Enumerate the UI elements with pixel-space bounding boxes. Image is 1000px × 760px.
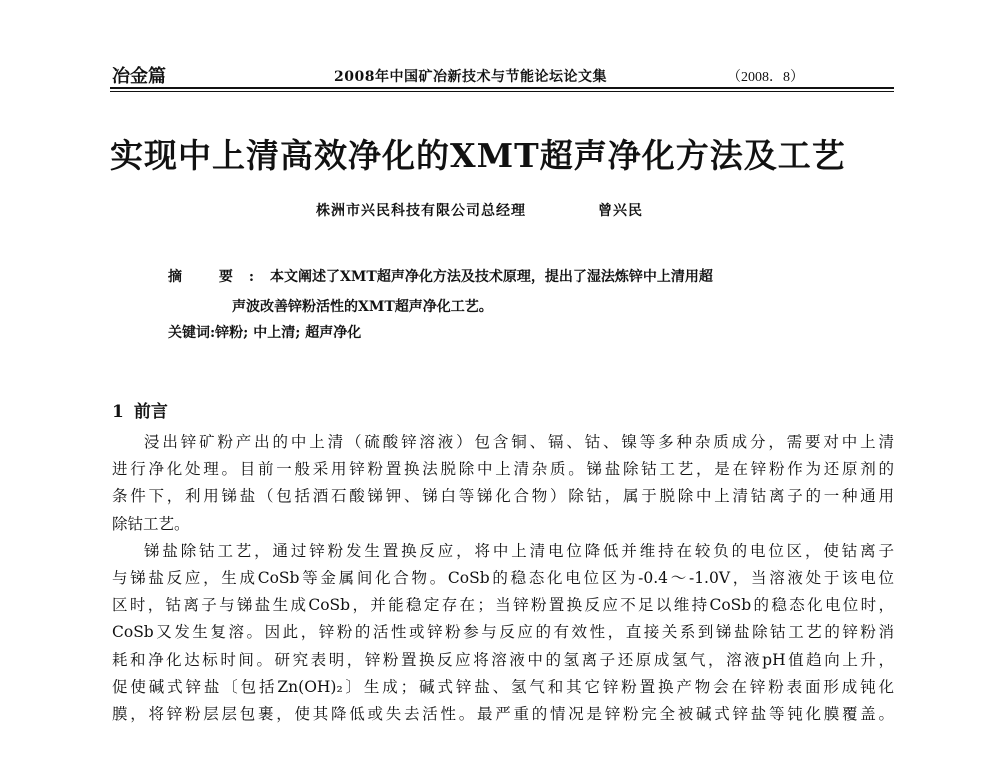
body-text xyxy=(112,429,894,728)
text-line: 除钴工艺。 xyxy=(112,514,190,533)
author-line xyxy=(316,200,643,220)
header-date: （2008．8） xyxy=(727,70,804,85)
keywords-label: 关键词: xyxy=(168,325,216,341)
header-section: 冶金篇 xyxy=(112,66,166,87)
abstract-line-2: 声波改善锌粉活性的XMT超声净化工艺。 xyxy=(232,299,493,315)
paragraph xyxy=(112,538,894,728)
keywords xyxy=(168,322,361,342)
abstract-label: 摘 要: xyxy=(168,269,271,285)
text-line: 促使碱式锌盐〔包括Zn(OH)₂〕生成；碱式锌盐、氢气和其它锌粉置换产物会在锌粉表面形成钝化 xyxy=(112,677,894,696)
text-line: 锑盐除钴工艺，通过锌粉发生置换反应，将中上清电位降低并维持在较负的电位区，使钴离子 xyxy=(144,541,894,560)
abstract xyxy=(168,262,808,322)
paragraph xyxy=(112,429,894,538)
text-line: 与锑盐反应，生成CoSb等金属间化合物。CoSb的稳态化电位区为-0.4～-1.0V，当溶液处于该电位 xyxy=(112,568,894,587)
header-rule-thick xyxy=(110,87,894,89)
text-line: 进行净化处理。目前一般采用锌粉置换法脱除中上清杂质。锑盐除钴工艺，是在锌粉作为还原剂的 xyxy=(112,460,894,479)
running-header xyxy=(112,56,894,90)
abstract-text-1: 本文阐述了XMT超声净化方法及技术原理，提出了湿法炼锌中上清用超 xyxy=(270,269,713,285)
section-number: 1 xyxy=(112,402,124,422)
abstract-line-1 xyxy=(168,262,808,292)
keywords-text: 锌粉; 中上清; 超声净化 xyxy=(215,325,362,341)
text-line: 区时，钴离子与锑盐生成CoSb，并能稳定存在；当锌粉置换反应不足以维持CoSb的稳态化电位时， xyxy=(112,596,894,615)
text-line: 膜，将锌粉层层包裹，使其降低或失去活性。最严重的情况是锌粉完全被碱式锌盐等钝化膜覆盖。 xyxy=(112,704,894,723)
section-title: 前言 xyxy=(133,402,168,422)
author-affiliation: 株洲市兴民科技有限公司总经理 xyxy=(316,203,526,219)
text-line: 浸出锌矿粉产出的中上清（硫酸锌溶液）包含铜、镉、钴、镍等多种杂质成分，需要对中上清 xyxy=(144,433,894,451)
header-journal: 2008年中国矿冶新技术与节能论坛论文集 xyxy=(334,69,607,85)
text-line: 条件下，利用锑盐（包括酒石酸锑钾、锑白等锑化合物）除钴，属于脱除中上清钴离子的一种通用 xyxy=(112,487,894,506)
header-rule-thin xyxy=(110,91,894,92)
section-heading xyxy=(112,397,168,422)
text-line: 耗和净化达标时间。研究表明，锌粉置换反应将溶液中的氢离子还原成氢气，溶液pH值趋向上升， xyxy=(112,650,894,669)
text-line: CoSb又发生复溶。因此，锌粉的活性或锌粉参与反应的有效性，直接关系到锑盐除钴工艺的锌粉消 xyxy=(112,623,894,642)
author-name: 曾兴民 xyxy=(598,203,643,219)
paper-title: 实现中上清高效净化的XMT超声净化方法及工艺 xyxy=(110,136,846,175)
